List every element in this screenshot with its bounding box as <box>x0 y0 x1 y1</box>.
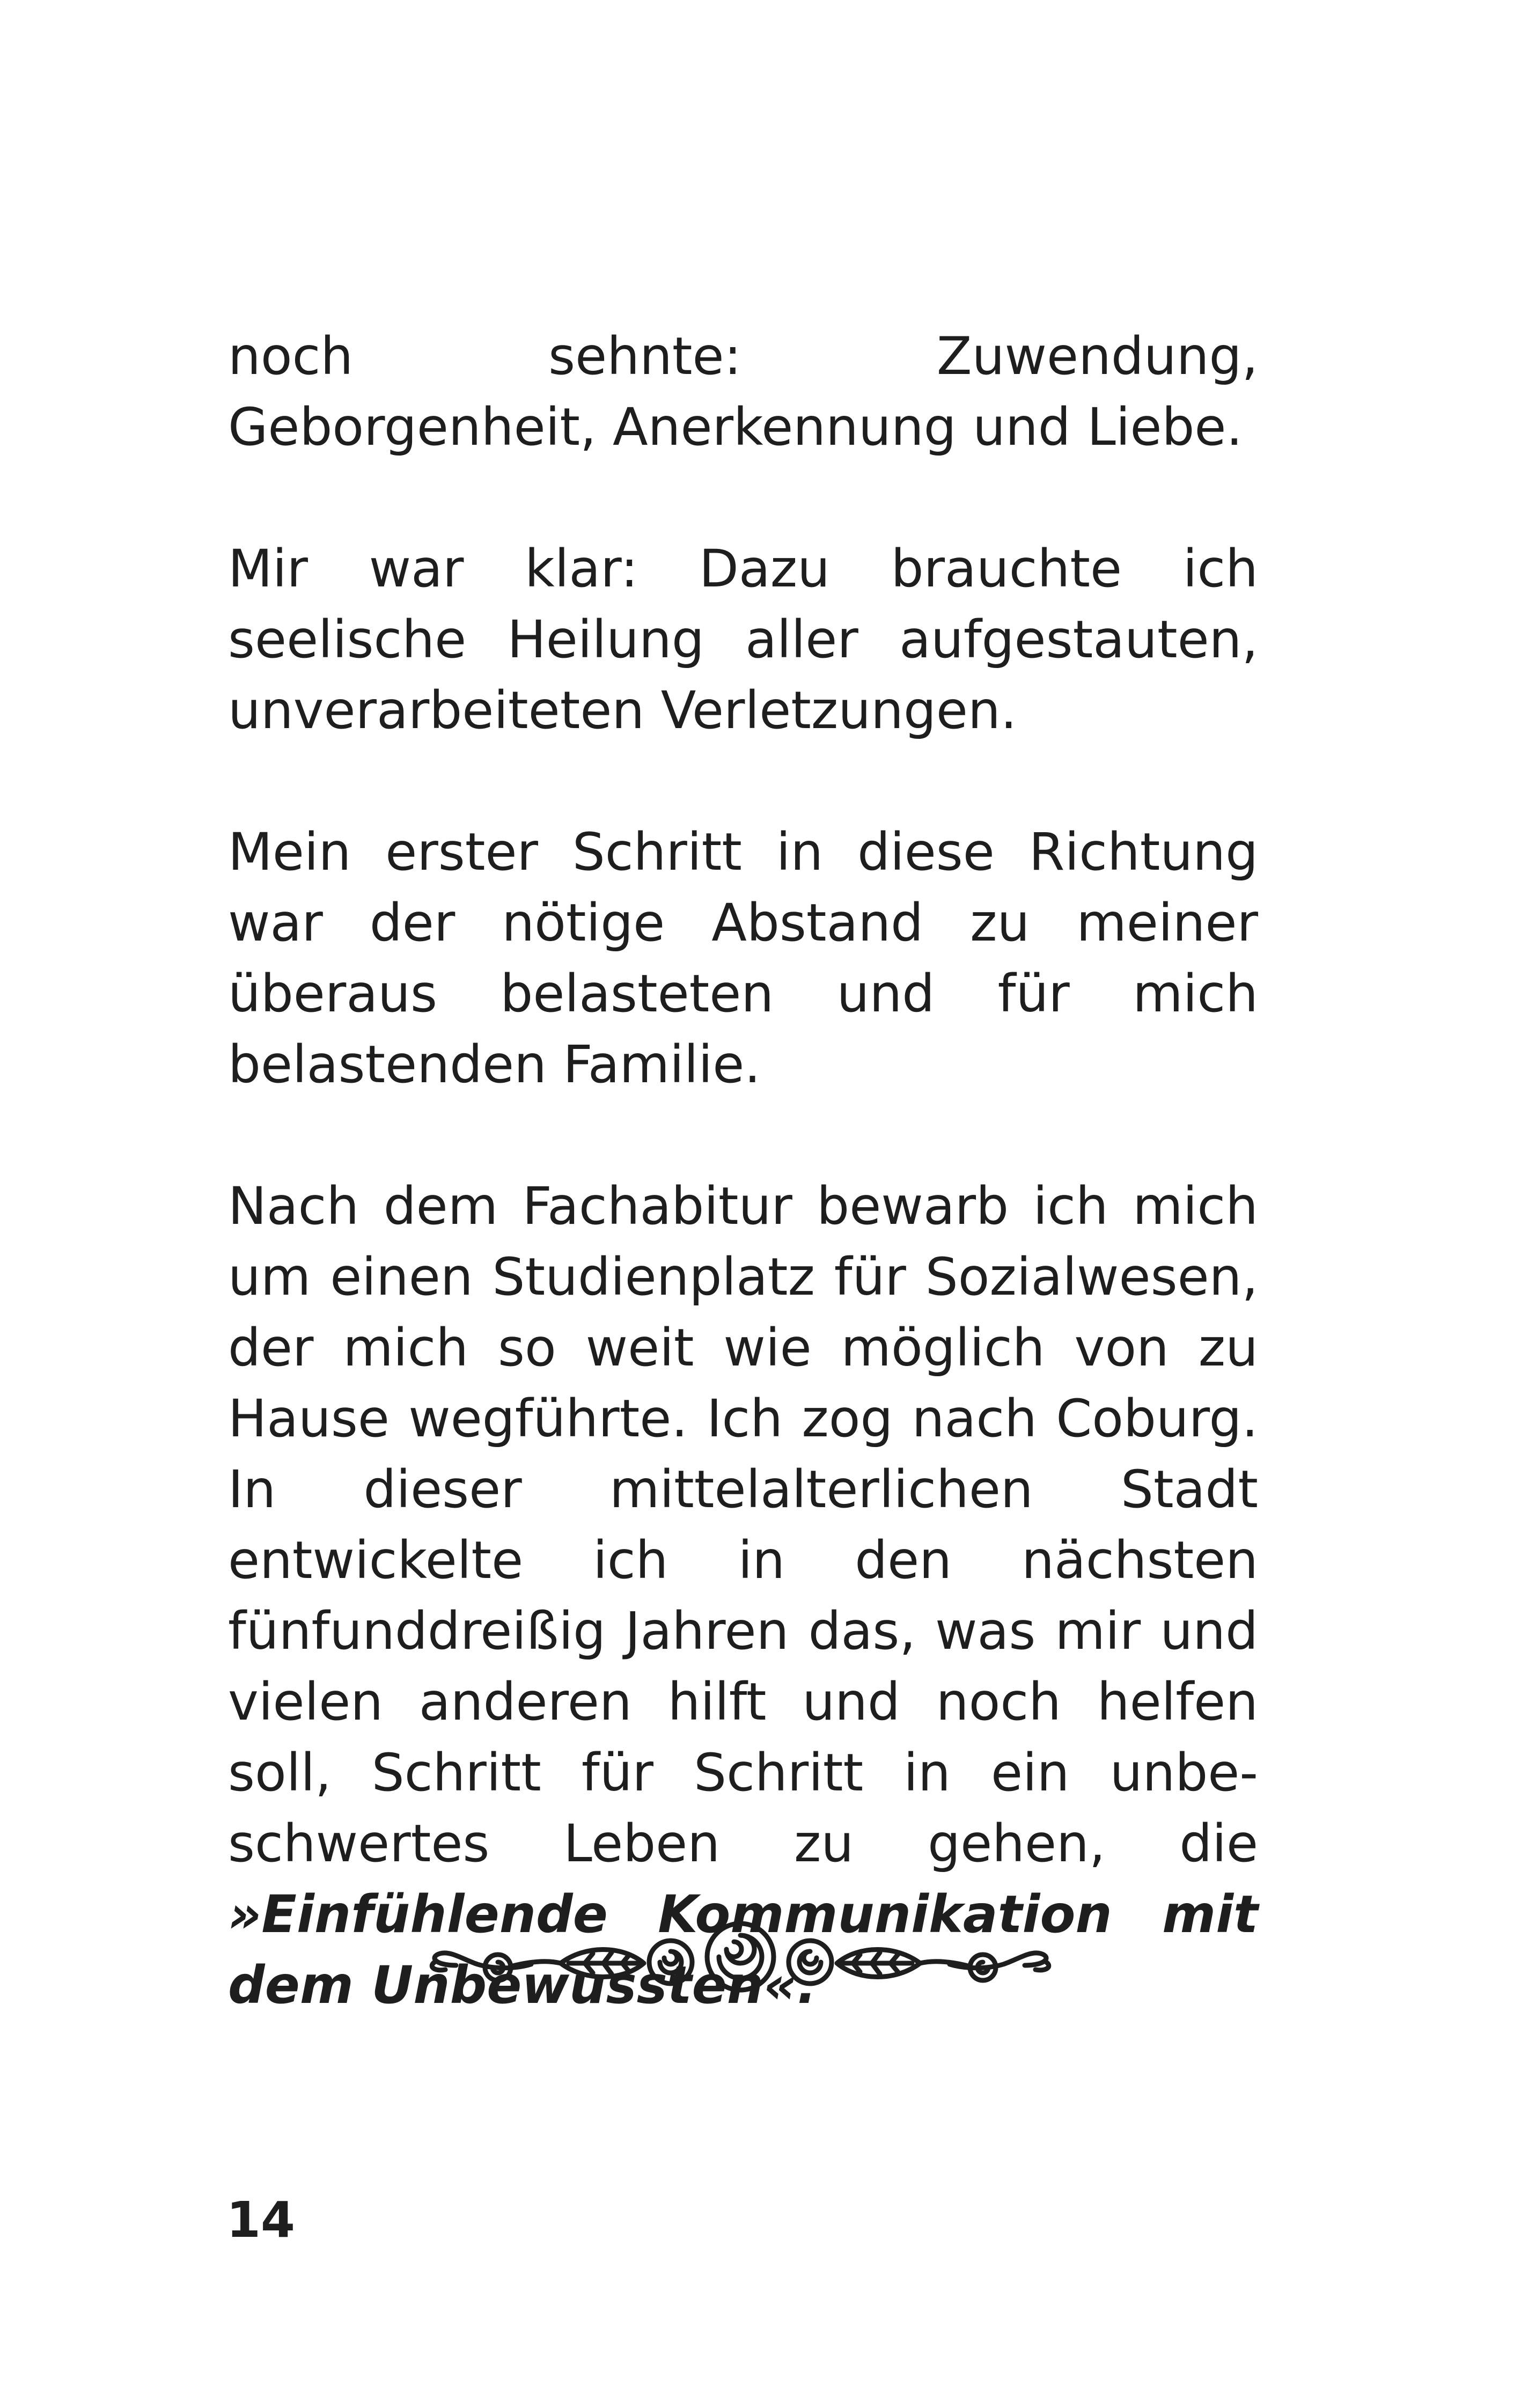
body-text <box>228 321 1258 2021</box>
paragraph-4 <box>228 1171 1258 2021</box>
paragraph-2-text: Mir war klar: Dazu brauchte ich seelische Heilung aller aufgestauten, unverarbeiteten Verletzungen. <box>228 539 1258 740</box>
paragraph-1 <box>228 321 1258 462</box>
paragraph-4-text: Nach dem Fachabitur bewarb ich mich um einen Studienplatz für Sozialwesen, der mich so weit wie möglich von zu Hause wegführte. Ich zog nach Coburg. In dieser mittelalterlichen Stadt entwickelte ich in den nächsten fünfunddreißig Jahren das, was mir und vielen anderen hilft und noch helfen soll, Schritt für Schritt in ein unbeschwertes Leben zu gehen, die <box>228 1176 1258 1874</box>
decorative-swirl-divider-icon <box>424 1918 1057 2009</box>
paragraph-4-emphasis: »Einfühlende Kommunikation mit dem Unbewussten« <box>228 1884 1258 2015</box>
paragraph-1-text: noch sehnte: Zuwendung, Geborgenheit, Anerkennung und Liebe. <box>228 326 1258 457</box>
page-number: 14 <box>226 2191 296 2249</box>
paragraph-3-text: Mein erster Schritt in diese Richtung war der nötige Abstand zu meiner überaus belasteten und für mich belastenden Familie. <box>228 822 1258 1095</box>
paragraph-4-tail: . <box>797 1955 817 2015</box>
paragraph-3 <box>228 817 1258 1100</box>
paragraph-2 <box>228 533 1258 746</box>
